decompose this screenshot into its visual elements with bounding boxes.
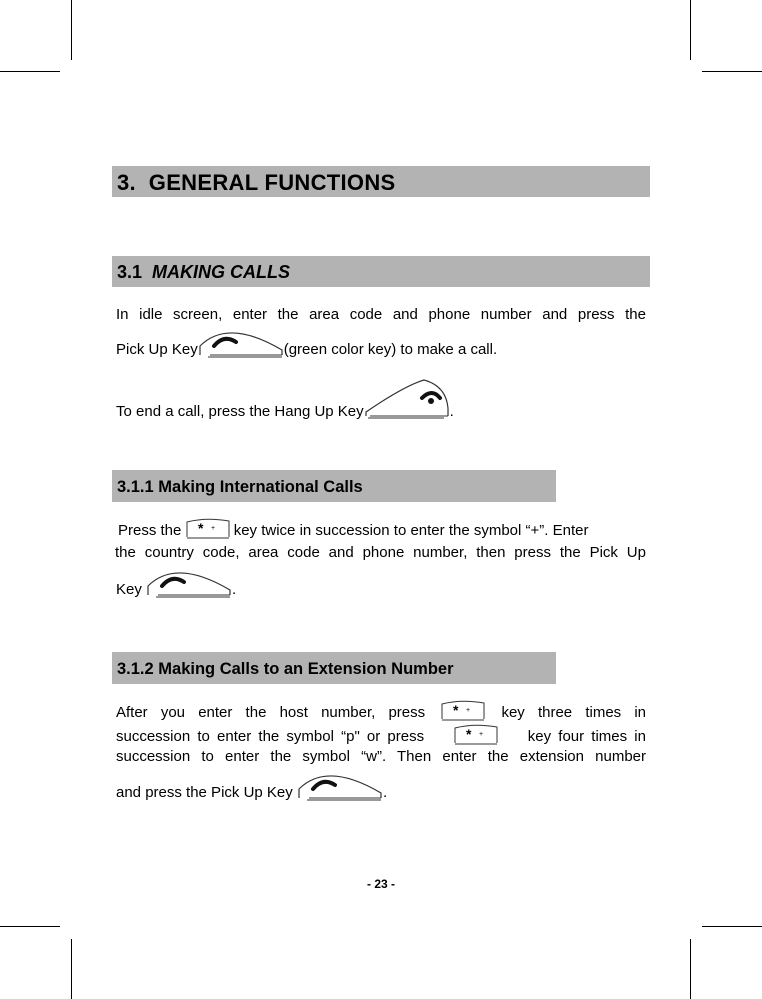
extension-calls-title: 3.1.2 Making Calls to an Extension Number	[117, 660, 454, 678]
svg-text:*: *	[197, 520, 203, 536]
international-line3: Key .	[116, 562, 236, 598]
international-line2: the country code, area code and phone number, then press the Pick Up	[115, 544, 646, 561]
international-calls-title: 3.1.1 Making International Calls	[117, 478, 363, 496]
svg-text:*: *	[453, 702, 459, 718]
extension-line4: and press the Pick Up Key .	[116, 765, 387, 801]
svg-text:+: +	[478, 731, 484, 738]
pick-up-key-icon	[198, 322, 284, 358]
crop-mark	[71, 0, 72, 60]
svg-text:+: +	[466, 707, 471, 714]
hang-up-key-icon	[364, 378, 450, 420]
extension-calls-heading	[112, 652, 556, 684]
section-number: 3.	[117, 170, 136, 195]
pick-up-key-icon	[146, 562, 232, 598]
page-number: - 23 -	[366, 877, 395, 891]
pick-up-key-icon	[297, 765, 383, 801]
star-key-icon	[186, 518, 230, 539]
crop-mark	[702, 926, 762, 927]
star-key-icon	[454, 724, 498, 745]
crop-mark	[690, 0, 691, 60]
svg-text:+: +	[210, 525, 215, 532]
extension-line2: succession to enter the symbol “p" or press * + key four times in	[116, 726, 646, 745]
crop-mark	[0, 926, 60, 927]
extension-line1: After you enter the host number, press * + key three times in	[116, 702, 646, 721]
making-calls-line3: To end a call, press the Hang Up Key .	[116, 378, 454, 420]
crop-mark	[702, 71, 762, 72]
crop-mark	[71, 939, 72, 999]
section-heading	[112, 166, 650, 197]
making-calls-line1: In idle screen, enter the area code and phone number and press the	[116, 306, 646, 323]
crop-mark	[0, 71, 60, 72]
star-key-icon	[441, 700, 485, 721]
making-calls-line2: Pick Up Key (green color key) to make a call.	[116, 322, 497, 358]
international-line1: Press the * + key twice in succession to enter the symbol “+”. Enter	[118, 520, 589, 539]
subsection-heading	[112, 256, 650, 287]
section-title: GENERAL FUNCTIONS	[148, 170, 396, 195]
subsection-title: MAKING CALLS	[152, 262, 291, 282]
subsection-number: 3.1	[117, 262, 143, 282]
svg-text:*: *	[465, 726, 472, 742]
extension-line3: succession to enter the symbol “w”. Then enter the extension number	[116, 748, 646, 765]
international-calls-heading	[112, 470, 556, 502]
crop-mark	[690, 939, 691, 999]
